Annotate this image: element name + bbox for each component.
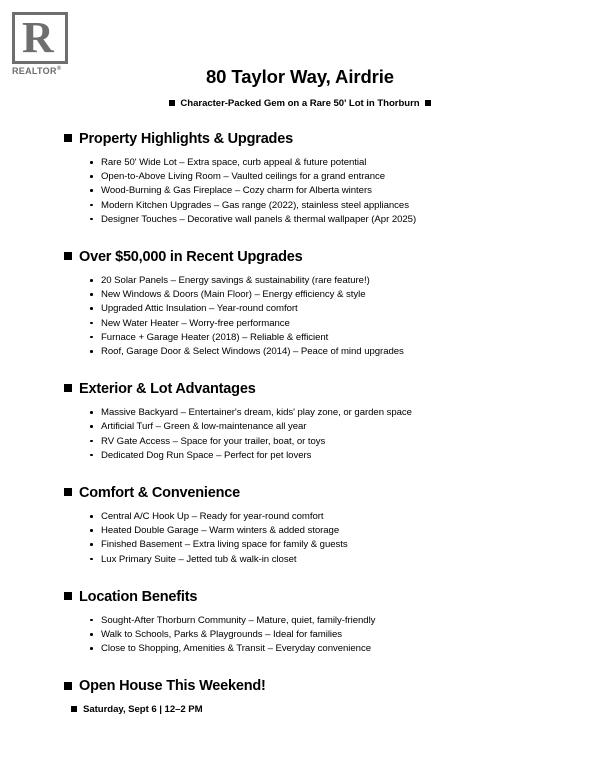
section-heading-text: Comfort & Convenience xyxy=(79,485,240,502)
realtor-wordmark-text: REALTOR xyxy=(12,66,57,76)
section-heading xyxy=(64,678,566,694)
list-item: Walk to Schools, Parks & Playgrounds – Ideal for families xyxy=(101,628,566,642)
section-comfort-convenience xyxy=(34,485,566,567)
list-item: Close to Shopping, Amenities & Transit – Everyday convenience xyxy=(101,642,566,656)
square-bullet-icon xyxy=(425,100,431,106)
list-item: Wood-Burning & Gas Fireplace – Cozy charm for Alberta winters xyxy=(101,184,566,198)
section-heading xyxy=(64,249,566,265)
section-recent-upgrades xyxy=(34,249,566,359)
list-item: New Water Heater – Worry-free performance xyxy=(101,317,566,331)
section-list xyxy=(64,274,566,359)
section-list xyxy=(64,510,566,567)
list-item: New Windows & Doors (Main Floor) – Energy efficiency & style xyxy=(101,288,566,302)
section-property-highlights xyxy=(34,131,566,227)
list-item: Lux Primary Suite – Jetted tub & walk-in closet xyxy=(101,553,566,567)
section-heading xyxy=(64,485,566,501)
realtor-logo xyxy=(12,12,78,76)
section-heading xyxy=(64,589,566,605)
page-title: 80 Taylor Way, Airdrie xyxy=(205,66,394,87)
list-item: Furnace + Garage Heater (2018) – Reliable & efficient xyxy=(101,331,566,345)
page-subtitle-text: Character-Packed Gem on a Rare 50' Lot in Thorburn xyxy=(180,98,420,109)
list-item: Modern Kitchen Upgrades – Gas range (2022), stainless steel appliances xyxy=(101,199,566,213)
list-item: Rare 50' Wide Lot – Extra space, curb appeal & future potential xyxy=(101,156,566,170)
list-item: 20 Solar Panels – Energy savings & sustainability (rare feature!) xyxy=(101,274,566,288)
list-item: Upgraded Attic Insulation – Year-round comfort xyxy=(101,302,566,316)
section-heading-text: Location Benefits xyxy=(79,588,198,605)
section-heading-text: Over $50,000 in Recent Upgrades xyxy=(79,249,303,266)
square-bullet-icon xyxy=(64,488,72,496)
section-heading xyxy=(64,131,566,147)
square-bullet-icon xyxy=(64,252,72,260)
section-list xyxy=(64,156,566,227)
page-subtitle xyxy=(34,98,566,109)
list-item: Open-to-Above Living Room – Vaulted ceilings for a grand entrance xyxy=(101,170,566,184)
list-item: RV Gate Access – Space for your trailer, boat, or toys xyxy=(101,435,566,449)
section-heading-text: Exterior & Lot Advantages xyxy=(79,381,256,398)
section-list xyxy=(64,406,566,463)
square-bullet-icon xyxy=(64,384,72,392)
section-open-house xyxy=(34,678,566,694)
square-bullet-icon xyxy=(71,706,77,712)
list-item: Finished Basement – Extra living space for family & guests xyxy=(101,538,566,552)
square-bullet-icon xyxy=(64,682,72,690)
section-heading-text: Open House This Weekend! xyxy=(79,678,266,695)
list-item: Massive Backyard – Entertainer's dream, kids' play zone, or garden space xyxy=(101,406,566,420)
section-heading-text: Property Highlights & Upgrades xyxy=(79,131,293,147)
section-exterior-lot xyxy=(34,381,566,463)
open-house-detail xyxy=(71,704,566,715)
realtor-logo-wordmark xyxy=(12,66,78,76)
realtor-trademark-icon: ® xyxy=(56,66,62,72)
list-item: Sought-After Thorburn Community – Mature, quiet, family-friendly xyxy=(101,614,566,628)
list-item: Roof, Garage Door & Select Windows (2014) – Peace of mind upgrades xyxy=(101,345,566,359)
square-bullet-icon xyxy=(64,134,72,142)
realtor-logo-mark xyxy=(12,12,68,64)
square-bullet-icon xyxy=(169,100,175,106)
section-location-benefits xyxy=(34,589,566,657)
list-item: Central A/C Hook Up – Ready for year-round comfort xyxy=(101,510,566,524)
realtor-logo-letter: R xyxy=(22,13,53,62)
list-item: Artificial Turf – Green & low-maintenance all year xyxy=(101,420,566,434)
list-item: Heated Double Garage – Warm winters & added storage xyxy=(101,524,566,538)
list-item: Dedicated Dog Run Space – Perfect for pet lovers xyxy=(101,449,566,463)
section-heading xyxy=(64,381,566,397)
section-list xyxy=(64,614,566,657)
square-bullet-icon xyxy=(64,592,72,600)
open-house-detail-text: Saturday, Sept 6 | 12–2 PM xyxy=(83,704,203,716)
list-item: Designer Touches – Decorative wall panels & thermal wallpaper (Apr 2025) xyxy=(101,213,566,227)
